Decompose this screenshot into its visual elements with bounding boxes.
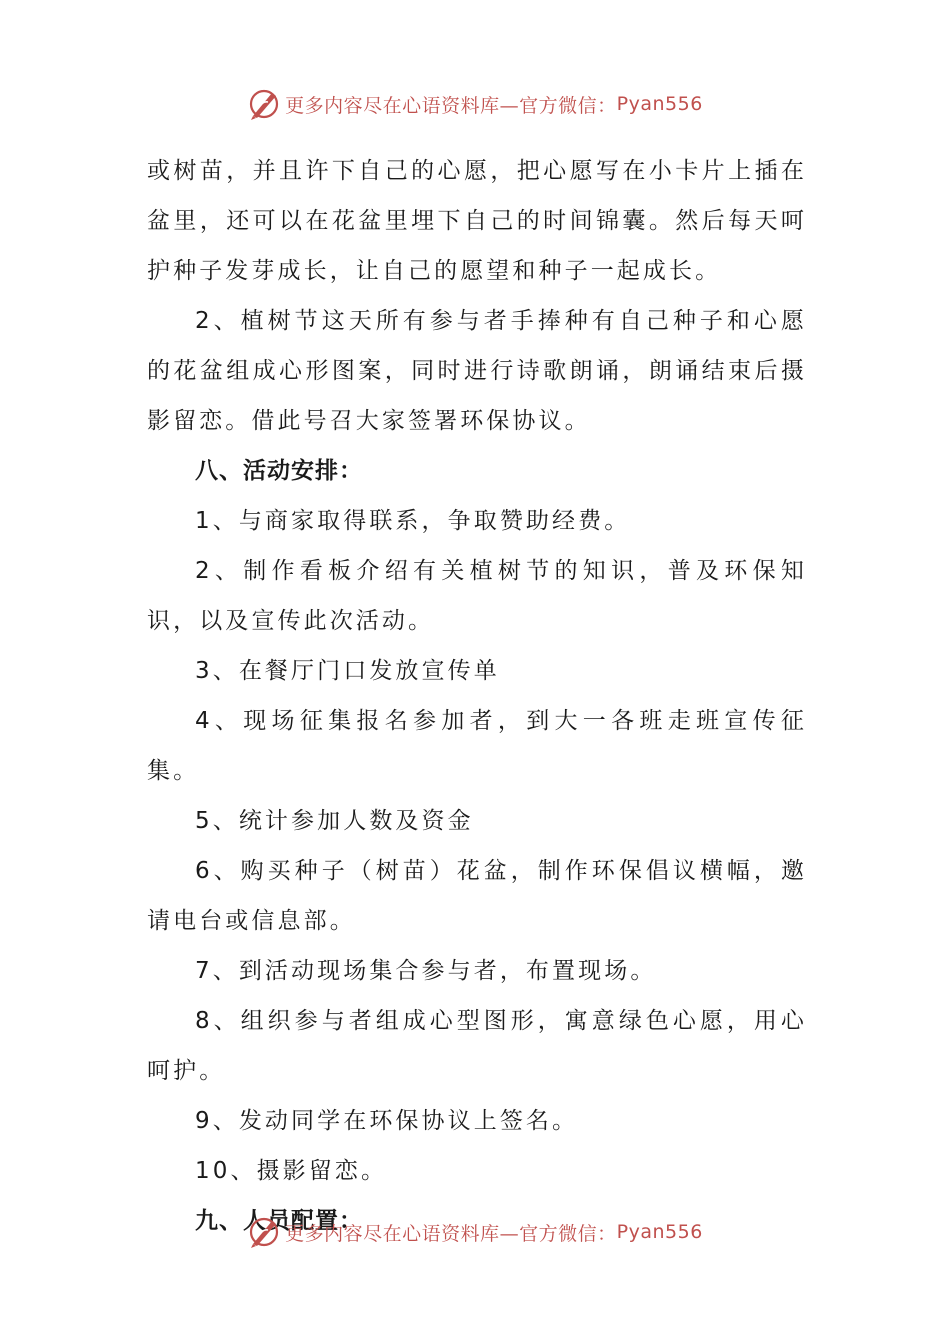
section-heading: 八、活动安排： (195, 458, 363, 484)
banner-wechat-id: Pyan556 (616, 1221, 703, 1243)
paragraph: 或树苗，并且许下自己的心愿，把心愿写在小卡片上插在盆里，还可以在花盆里埋下自己的时间锦囊。然后每天呵护种子发芽成长，让自己的愿望和种子一起成长。 (147, 158, 807, 284)
banner-wechat-id: Pyan556 (616, 93, 703, 115)
list-item: 7、到活动现场集合参与者，布置现场。 (195, 958, 657, 984)
header-banner (0, 82, 950, 126)
list-item: 6、购买种子（树苗）花盆，制作环保倡议横幅，邀请电台或信息部。 (147, 858, 807, 934)
banner-text: 更多内容尽在心语资料库—官方微信： (285, 1222, 617, 1245)
list-item: 4、现场征集报名参加者，到大一各班走班宣传征集。 (147, 708, 807, 784)
section-heading: 九、人员配置： (195, 1208, 363, 1234)
list-item: 2、制作看板介绍有关植树节的知识，普及环保知识，以及宣传此次活动。 (147, 558, 807, 634)
list-item: 9、发动同学在环保协议上签名。 (195, 1108, 579, 1134)
list-item: 3、在餐厅门口发放宣传单 (195, 658, 500, 684)
list-item: 1、与商家取得联系，争取赞助经费。 (195, 508, 631, 534)
document-body (147, 146, 807, 1246)
paragraph: 2、植树节这天所有参与者手捧种有自己种子和心愿的花盆组成心形图案，同时进行诗歌朗诵，朗诵结束后摄影留恋。借此号召大家签署环保协议。 (147, 308, 807, 434)
list-item: 8、组织参与者组成心型图形，寓意绿色心愿，用心呵护。 (147, 1008, 807, 1084)
list-item: 10、摄影留恋。 (195, 1158, 388, 1184)
banner-text: 更多内容尽在心语资料库—官方微信： (285, 94, 617, 117)
footer-banner (0, 1210, 950, 1254)
pen-logo-icon (247, 87, 281, 121)
list-item: 5、统计参加人数及资金 (195, 808, 474, 834)
pen-logo-icon (247, 1215, 281, 1249)
